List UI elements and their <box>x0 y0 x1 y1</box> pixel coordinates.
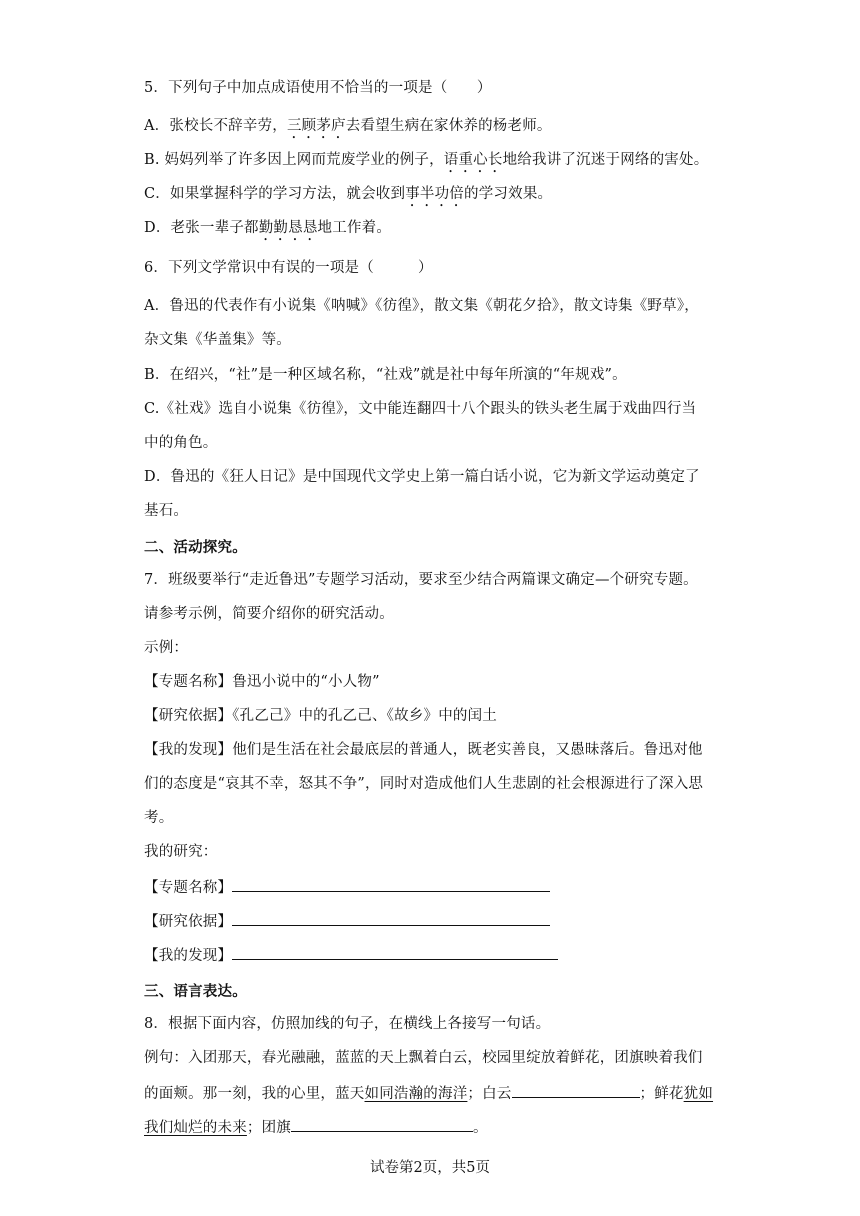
q7-my-basis-row <box>144 910 550 932</box>
q6-option-d-cont: 基石。 <box>144 503 189 519</box>
q7-my-finding-blank[interactable] <box>232 944 558 960</box>
q8-blank-flag[interactable] <box>291 1116 473 1132</box>
section-heading-activity: 二、活动探究。 <box>144 539 247 556</box>
q6-stem: 6．下列文学常识中有误的一项是（ ） <box>144 260 433 276</box>
q7-my-basis-blank[interactable] <box>232 910 550 926</box>
q8-text: 。 <box>473 1120 488 1136</box>
q5-stem: 5．下列句子中加点成语使用不恰当的一项是（ ） <box>144 80 492 96</box>
q7-stem-line1: 7．班级要举行“走近鲁迅”专题学习活动，要求至少结合两篇课文确定—个研究专题。 <box>144 572 698 588</box>
q7-my-finding-row <box>144 944 558 966</box>
q5-option-d[interactable] <box>144 218 391 244</box>
q5-c-post: 的学习效果。 <box>464 186 553 202</box>
q7-example-finding-1: 【我的发现】他们是生活在社会最底层的普通人，既老实善良，又愚昧落后。鲁迅对他 <box>144 742 703 758</box>
q8-underlined-sentence-2-cont: 我们灿烂的未来 <box>144 1120 247 1136</box>
q5-option-a[interactable] <box>144 116 552 142</box>
q8-text: ；团旗 <box>246 1120 292 1136</box>
q7-my-research-label: 我的研究： <box>144 844 218 860</box>
q7-my-topic-label: 【专题名称】 <box>144 880 233 896</box>
q7-example-finding-3: 考。 <box>144 810 174 826</box>
q8-underlined-sentence: 如同浩瀚的海洋 <box>364 1086 468 1102</box>
section-heading-expression: 三、语言表达。 <box>144 983 247 1000</box>
q6-option-b[interactable]: B．在绍兴，“社”是一种区域名称，“社戏”就是社中每年所演的“年规戏”。 <box>144 367 627 383</box>
q5-b-idiom: 语重心长 <box>443 152 503 168</box>
q5-a-post: 去看望生病在家休养的杨老师。 <box>345 118 552 134</box>
q7-example-finding-2: 们的态度是“哀其不幸，怒其不争”，同时对造成他们人生悲剧的社会根源进行了深入思 <box>144 776 704 792</box>
q8-text: ；白云 <box>467 1086 512 1102</box>
q5-a-pre: A．张校长不辞辛劳， <box>144 118 287 134</box>
q5-option-b[interactable] <box>144 150 708 176</box>
q6-option-c[interactable]: C.《社戏》选自小说集《彷徨》，文中能连翻四十八个跟头的铁头老生属于戏曲四行当 <box>144 401 697 417</box>
q5-a-idiom: 三顾茅庐 <box>286 118 346 134</box>
q7-my-finding-label: 【我的发现】 <box>144 948 233 964</box>
q5-d-post: 地工作着。 <box>317 220 392 236</box>
q5-b-pre: B. 妈妈列举了许多因上网而荒废学业的例子， <box>144 152 444 168</box>
q8-text: 的面颊。那一刻，我的心里，蓝天 <box>144 1086 365 1102</box>
q7-example-topic: 【专题名称】鲁迅小说中的“小人物” <box>144 674 380 690</box>
q8-blank-clouds[interactable] <box>512 1082 640 1098</box>
q7-my-basis-label: 【研究依据】 <box>144 914 233 930</box>
q7-my-topic-row <box>144 876 550 898</box>
q7-stem-line2: 请参考示例，简要介绍你的研究活动。 <box>144 606 394 622</box>
q5-d-idiom: 勤勤恳恳 <box>258 220 318 236</box>
q8-underlined-sentence-2: 犹如 <box>683 1086 714 1102</box>
q5-c-pre: C．如果掌握科学的学习方法，就会收到 <box>144 186 406 202</box>
q6-option-d[interactable]: D．鲁迅的《狂人日记》是中国现代文学史上第一篇白话小说，它为新文学运动奠定了 <box>144 469 700 485</box>
q7-example-basis: 【研究依据】《孔乙己》中的孔乙己、《故乡》中的闰土 <box>144 708 497 724</box>
page-footer: 试卷第2页，共5页 <box>370 1160 490 1176</box>
q5-c-idiom: 事半功倍 <box>405 186 465 202</box>
q8-stem: 8．根据下面内容，仿照加线的句子，在横线上各接写一句话。 <box>144 1016 551 1032</box>
q8-text: ；鲜花 <box>639 1086 684 1102</box>
q8-example-line3 <box>144 1116 488 1138</box>
q8-example-line2 <box>144 1082 713 1104</box>
q5-d-pre: D．老张一辈子都 <box>144 220 259 236</box>
q7-example-label: 示例： <box>144 640 189 656</box>
q6-option-c-cont: 中的角色。 <box>144 435 218 451</box>
q6-option-a-cont: 杂文集《华盖集》等。 <box>144 332 291 348</box>
q6-option-a[interactable]: A．鲁迅的代表作有小说集《呐喊》《彷徨》，散文集《朝花夕拾》，散文诗集《野草》， <box>144 298 699 314</box>
q7-my-topic-blank[interactable] <box>232 876 550 892</box>
q5-b-post: 地给我讲了沉迷于网络的害处。 <box>502 152 709 168</box>
q8-example-line1: 例句：入团那天，春光融融，蓝蓝的天上飘着白云，校园里绽放着鲜花，团旗映着我们 <box>144 1050 703 1066</box>
q5-option-c[interactable] <box>144 184 552 210</box>
